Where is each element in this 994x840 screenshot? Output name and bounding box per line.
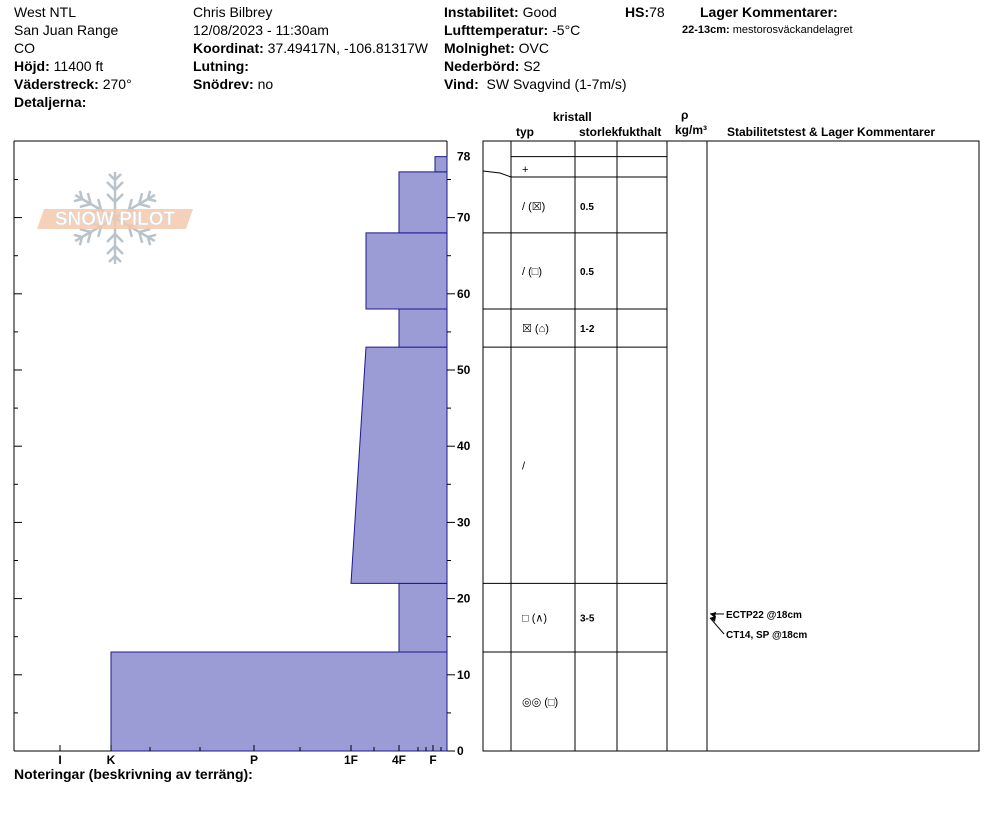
drift-value: no (257, 76, 274, 92)
drift-label: Snödrev: (193, 76, 254, 92)
layer-comment-depth: 22-13cm: (682, 24, 730, 36)
hs-label: HS: (625, 4, 650, 20)
layer-row-6 (522, 696, 558, 708)
wind-value: SW Svagvind (1-7m/s) (486, 76, 627, 92)
crystal-heading: kristall (553, 110, 592, 124)
sky-value: OVC (518, 40, 549, 56)
coordinates-label: Koordinat: (193, 40, 264, 56)
layer-comments-title: Lager Kommentarer: (700, 4, 838, 20)
layer-row-0 (522, 164, 528, 176)
grain-type: / (522, 460, 526, 473)
moisture-heading: fukthalt (618, 125, 662, 139)
stability-comments-heading: Stabilitetstest & Lager Kommentarer (727, 125, 936, 139)
hardness-layer-3 (399, 309, 447, 347)
sky-label: Molnighet: (444, 40, 515, 56)
state: CO (14, 40, 35, 56)
wind-label: Vind: (444, 76, 479, 92)
snowpilot-logo (37, 172, 193, 264)
grain-size: 3-5 (580, 613, 595, 625)
height-tick-label: 30 (457, 515, 471, 530)
layer-row-5 (522, 613, 595, 625)
height-tick-label: 0 (457, 744, 464, 758)
layer-connector (483, 171, 511, 177)
height-tick-label: 78 (457, 149, 471, 164)
mountain-range: San Juan Range (14, 22, 119, 38)
hardness-layer-4 (366, 233, 447, 309)
aspect-label: Väderstreck: (14, 76, 99, 92)
hardness-layer-5 (399, 172, 447, 233)
height-tick-label: 20 (457, 591, 471, 606)
hardness-tick-label: I (58, 753, 62, 767)
size-heading: storlek (579, 125, 619, 139)
grain-type: □ (∧) (522, 612, 548, 625)
height-tick-label: 10 (457, 667, 471, 682)
location-name: West NTL (14, 4, 76, 20)
airtemp-value: -5°C (552, 22, 581, 38)
hardness-layer-1 (399, 583, 447, 652)
stability-test-label: ECTP22 @18cm (726, 610, 802, 621)
grain-size: 1-2 (580, 324, 595, 336)
hardness-tick-label: F (429, 753, 437, 767)
logo-text: SNOW PILOT (54, 209, 176, 230)
hardness-tick-label: K (106, 753, 116, 767)
density-symbol: ρ (681, 108, 689, 122)
hardness-layer-6 (435, 157, 447, 172)
layer-comment-text: mestorosväckandelagret (732, 24, 853, 36)
type-heading: typ (516, 125, 534, 139)
hardness-tick-label: P (249, 753, 259, 767)
grain-size: 0.5 (580, 266, 594, 278)
elevation-value: 11400 ft (53, 58, 104, 74)
hardness-profile (111, 157, 447, 751)
height-tick-label: 40 (457, 439, 471, 454)
slope-label: Lutning: (193, 58, 249, 74)
height-tick-label: 50 (457, 363, 471, 377)
stability-label: Instabilitet: (444, 4, 519, 20)
grain-type: + (522, 164, 529, 176)
coordinates-value: 37.49417N, -106.81317W (267, 40, 428, 56)
stability-value: Good (522, 4, 557, 20)
density-unit: kg/m³ (675, 123, 708, 137)
stability-arrow (710, 618, 724, 634)
precip-label: Nederbörd: (444, 58, 520, 74)
grain-type: ☒ (⌂) (522, 323, 549, 336)
hardness-tick-label: 4F (391, 753, 407, 767)
details-label: Detaljerna: (14, 94, 87, 110)
grain-size: 0.5 (580, 202, 594, 213)
observer-name: Chris Bilbrey (193, 4, 273, 20)
airtemp-label: Lufttemperatur: (444, 22, 549, 38)
hs-value: 78 (649, 4, 665, 20)
hardness-layer-0 (111, 652, 447, 751)
grain-type: / (☒) (522, 201, 546, 213)
elevation-label: Höjd: (14, 58, 50, 74)
observation-datetime: 12/08/2023 - 11:30am (193, 22, 329, 38)
layer-row-2 (522, 266, 594, 278)
layer-row-3 (522, 323, 595, 335)
grain-type: ◎◎ (□) (522, 696, 559, 709)
height-tick-label: 60 (457, 286, 471, 301)
height-tick-label: 70 (457, 210, 471, 225)
hardness-layer-2 (351, 347, 447, 583)
layer-row-1 (522, 201, 594, 213)
precip-value: S2 (523, 58, 541, 74)
aspect-value: 270° (102, 76, 132, 92)
layer-row-4 (522, 460, 526, 472)
layer-table (522, 164, 595, 708)
stability-tests (710, 610, 807, 641)
hardness-tick-label: 1F (343, 753, 359, 767)
grain-type: / (□) (522, 265, 543, 278)
terrain-notes-label: Noteringar (beskrivning av terräng): (14, 766, 253, 782)
stability-test-label: CT14, SP @18cm (726, 630, 808, 641)
